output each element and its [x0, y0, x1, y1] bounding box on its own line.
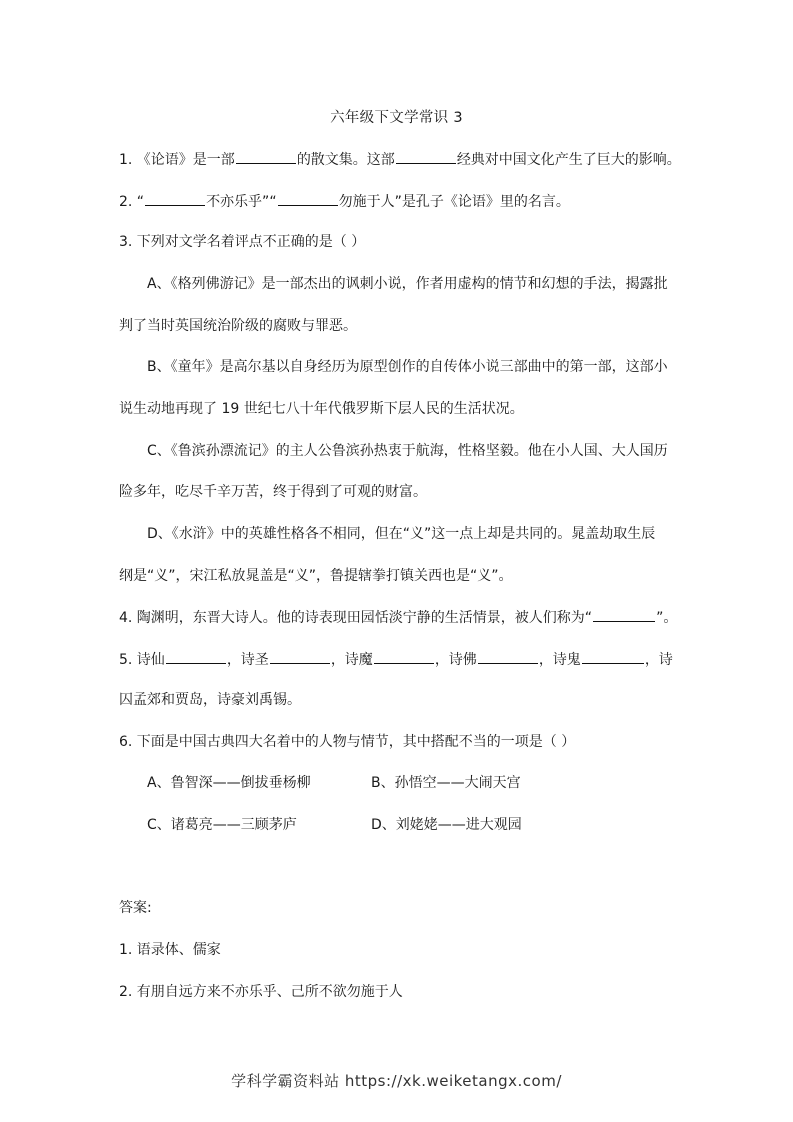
answer-blank — [145, 191, 205, 206]
answer-2: 2. 有朋自远方来不亦乐乎、己所不欲勿施于人 — [119, 984, 403, 1000]
q6-option-a: A、鲁智深——倒拔垂杨柳 — [147, 775, 311, 791]
q3-option-b-line1: B、《童年》是高尔基以自身经历为原型创作的自传体小说三部曲中的第一部，这部小 — [147, 359, 668, 375]
answer-blank — [374, 649, 434, 664]
question-5-line2: 囚孟郊和贾岛，诗豪刘禹锡。 — [119, 692, 301, 708]
q4-text-b: ”。 — [656, 610, 678, 626]
answer-blank — [593, 607, 655, 622]
q3-option-c-line1: C、《鲁滨孙漂流记》的主人公鲁滨孙热衷于航海，性格坚毅。他在小人国、大人国历 — [147, 443, 668, 459]
q3-option-b-line2: 说生动地再现了 19 世纪七八十年代俄罗斯下层人民的生活状况。 — [119, 401, 524, 417]
q3-option-d-line1: D、《水浒》中的英雄性格各不相同，但在“义”这一点上却是共同的。晁盖劫取生辰 — [147, 526, 656, 542]
answers-heading: 答案: — [119, 900, 152, 916]
q1-text-b: 的散文集。这部 — [296, 152, 395, 168]
q6-option-c: C、诸葛亮——三顾茅庐 — [147, 817, 297, 833]
question-1 — [119, 149, 679, 170]
q5-text-d: ，诗佛 — [434, 652, 477, 668]
answer-blank — [582, 649, 644, 664]
q2-text-c: 勿施于人”是孔子《论语》里的名言。 — [338, 194, 570, 210]
q6-option-b: B、孙悟空——大闹天宫 — [371, 775, 521, 791]
question-6-stem: 6. 下面是中国古典四大名着中的人物与情节，其中搭配不当的一项是（ ） — [119, 734, 576, 750]
answer-1: 1. 语录体、儒家 — [119, 942, 221, 958]
answer-blank — [278, 191, 338, 206]
q6-option-d: D、刘姥姥——进大观园 — [371, 817, 522, 833]
q5-text-a: 5. 诗仙 — [119, 652, 165, 668]
question-5 — [119, 649, 679, 670]
question-3-stem: 3. 下列对文学名着评点不正确的是（ ） — [119, 234, 366, 250]
q5-text-e: ，诗鬼 — [538, 652, 581, 668]
q1-text-c: 经典对中国文化产生了巨大的影响。 — [456, 152, 681, 168]
answer-blank — [166, 649, 226, 664]
q4-text-a: 4. 陶渊明，东晋大诗人。他的诗表现田园恬淡宁静的生活情景，被人们称为“ — [119, 610, 593, 626]
q3-option-a-line2: 判了当时英国统治阶级的腐败与罪恶。 — [119, 318, 357, 334]
page-title: 六年级下文学常识 3 — [330, 110, 463, 126]
q3-option-d-line2: 纲是“义”，宋江私放晁盖是“义”，鲁提辖拳打镇关西也是“义”。 — [119, 568, 513, 584]
q5-text-f: ，诗 — [644, 652, 673, 668]
answer-blank — [478, 649, 538, 664]
q2-text-b: 不亦乐乎”“ — [206, 194, 277, 210]
answer-blank — [396, 149, 456, 164]
q1-text-a: 1. 《论语》是一部 — [119, 152, 235, 168]
footer-watermark: 学科学霸资料站 https://xk.weiketangx.com/ — [231, 1072, 562, 1090]
q3-option-a-line1: A、《格列佛游记》是一部杰出的讽刺小说，作者用虚构的情节和幻想的手法，揭露批 — [147, 276, 668, 292]
question-2 — [119, 191, 679, 212]
question-4 — [119, 607, 679, 628]
q5-text-b: ，诗圣 — [226, 652, 269, 668]
q3-option-c-line2: 险多年，吃尽千辛万苦，终于得到了可观的财富。 — [119, 484, 427, 500]
answer-blank — [236, 149, 296, 164]
q2-text-a: 2. “ — [119, 194, 145, 210]
q5-text-c: ，诗魔 — [330, 652, 373, 668]
answer-blank — [270, 649, 330, 664]
